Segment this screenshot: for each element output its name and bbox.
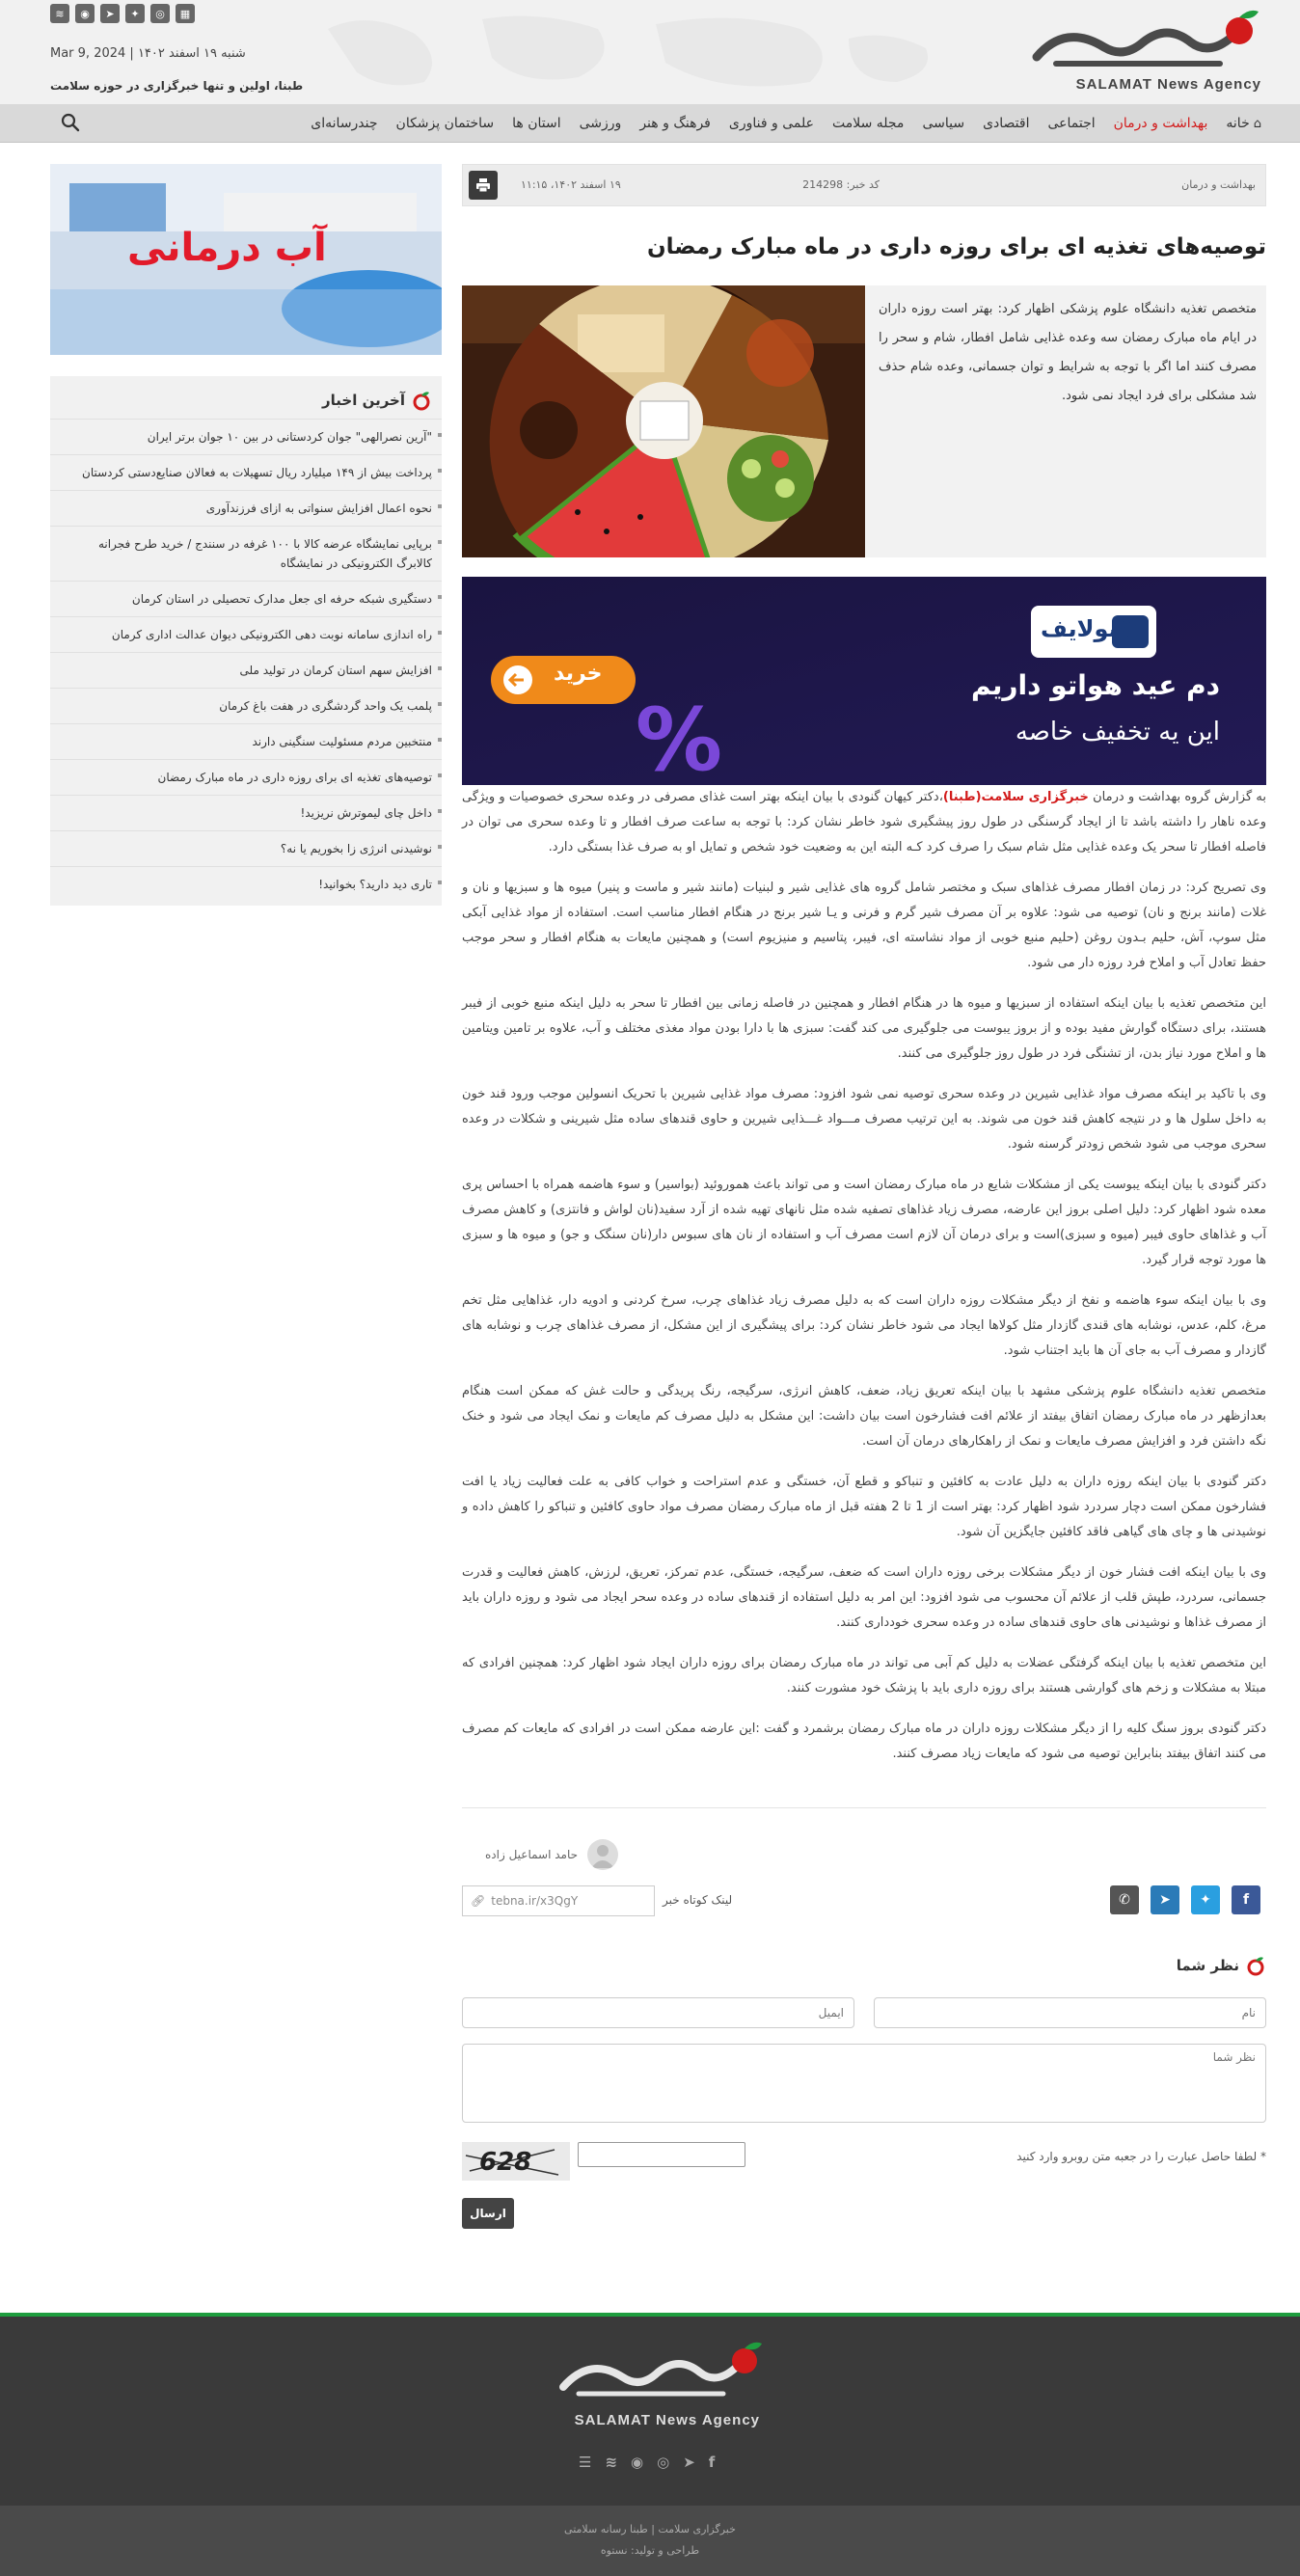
footer-bottom-bar xyxy=(0,2506,1300,2576)
footer-social-icons xyxy=(579,2454,715,2471)
telegram-icon[interactable]: ➤ xyxy=(100,4,120,23)
ad-title: آب درمانی xyxy=(127,226,327,270)
article-column xyxy=(462,164,1266,2229)
nav-item-economy[interactable]: اقتصادی xyxy=(983,116,1030,131)
lead-box xyxy=(462,285,1266,557)
footer-logo-mark xyxy=(554,2334,766,2411)
aparat-icon[interactable]: ◉ xyxy=(75,4,95,23)
banner-line1: دم عید هواتو داریم xyxy=(970,668,1220,701)
comment-textarea[interactable] xyxy=(462,2044,1266,2123)
article-paragraph: این متخصص تغذیه با بیان اینکه گرفتگی عضلات به دلیل کم آبی می تواند در ماه مبارک رمضان برای روزه داران ایجاد شود اظهار کرد: همچنین افرادی که مبتلا به مشکلات و زخم های گوارشی هستند برای روزه داری باید با پزشک خود مشورت کنند. xyxy=(462,1655,1266,1695)
hydrotherapy-ad[interactable] xyxy=(50,164,442,355)
share-icons xyxy=(1110,1885,1260,1914)
twitter-icon[interactable]: ✦ xyxy=(1191,1885,1220,1914)
rss-icon[interactable]: ≋ xyxy=(50,4,69,23)
banner-brand: تکنولایف xyxy=(1041,614,1141,642)
list-item[interactable]: راه اندازی سامانه نوبت دهی الکترونیکی دیوان عدالت اداری کرمان xyxy=(50,616,442,652)
article-paragraph: وی با تاکید بر اینکه مصرف مواد غذایی شیرین در وعده سحری توصیه نمی شود افزود: مصرف مواد غذایی شیرین با تحریک انسولین موجب ورود قند خون به داخل سلول ها و در نتیجه کاهش قند خون می شوند. به این ترتیب مصرف مـــواد غـــذایی شیرین و حاوی قندهای ساده مثل شیرینی و شکلات در وعده سحری موجب می شود شخص زودتر گرسنه شود. xyxy=(462,1086,1266,1152)
comments-heading: نظر شما xyxy=(462,1955,1266,1976)
list-item[interactable]: پلمب یک واحد گردشگری در هفت باغ کرمان xyxy=(50,688,442,723)
captcha-image xyxy=(462,2142,570,2181)
author-name[interactable]: حامد اسماعیل زاده xyxy=(485,1847,579,1861)
nav-item-multimedia[interactable]: چندرسانه‌ای xyxy=(311,116,378,131)
site-logo[interactable] xyxy=(1027,4,1263,96)
article-paragraph: این متخصص تغذیه با بیان اینکه استفاده از سبزیها و میوه ها در هنگام افطار و همچنین در فاصله زمانی بین افطار تا سحر به دلیل اینکه منبع خوبی از فیبر هستند، برای دستگاه گوارش مفید بوده و از بروز یبوست می جلوگیری می کند گفت: سبزی ها با دارا بودن مواد مغذی مختلف و آب، علاوه بر تامین ویتامین ها و املاح مورد نیاز بدن، از تشنگی فرد در طول روز جلوگیری می کنند. xyxy=(462,995,1266,1061)
list-item[interactable]: پرداخت بیش از ۱۴۹ میلیارد ریال تسهیلات به فعالان صنایع‌دستی کردستان xyxy=(50,454,442,490)
latest-news-box xyxy=(50,376,442,906)
article-paragraph: دکتر گنودی با بیان اینکه روزه داران به دلیل عادت به کافئین و تنباکو و قطع آن، خستگی و عدم استراحت و خواب کافی به علت فعالیت زیاد یا افت فشارخون ممکن است دچار سردرد شود اظهار کرد: بهتر است از 1 تا 2 هفته قبل از ماه مبارک رمضان مصرف مواد حاوی کافئین و تنباکو را کاهش داده و نوشیدنی ها و چای های گیاهی فاقد کافئین جایگزین آن شود. xyxy=(462,1474,1266,1539)
article-body xyxy=(462,785,1266,1767)
design-credit[interactable]: طراحی و تولید: نستوه xyxy=(600,2544,700,2557)
user-icon xyxy=(587,1839,618,1870)
article-photo[interactable] xyxy=(462,285,865,557)
sitemap-icon[interactable]: ▦ xyxy=(176,4,195,23)
article-meta-bar xyxy=(462,164,1266,206)
publish-time: ۱۹ اسفند ۱۴۰۲، ۱۱:۱۵ xyxy=(521,178,621,191)
short-link-box[interactable] xyxy=(462,1885,655,1916)
nav-item-doctors-building[interactable]: ساختمان پزشکان xyxy=(395,116,495,131)
name-field[interactable] xyxy=(874,1997,1266,2028)
list-item[interactable]: داخل چای لیموترش نریزید! xyxy=(50,795,442,830)
svg-text:%: % xyxy=(635,689,722,785)
sitemap-icon[interactable]: ☰ xyxy=(579,2454,592,2471)
instagram-icon[interactable]: ◎ xyxy=(657,2454,670,2471)
footer-logo[interactable] xyxy=(554,2334,766,2430)
list-item[interactable]: برپایی نمایشگاه عرضه کالا با ۱۰۰ غرفه در سنندج / خرید طرح فجرانه کالابرگ الکترونیکی در نمایشگاه xyxy=(50,526,442,581)
list-item[interactable]: نحوه اعمال افزایش سنواتی به ازای فرزندآوری xyxy=(50,490,442,526)
article-paragraph: دکتر گنودی با بیان اینکه یبوست یکی از مشکلات شایع در ماه مبارک رمضان است و می تواند باعث هموروئید (بواسیر) و سوء هاضمه همراه با احساس پری معده شود اظهار کرد: دلیل اصلی بروز این عارضه، مصرف زیاد غذاهای تصفیه شده مثل نانهای تهیه شده از آرد سفید(نان لواش و فانتزی) و کاهش مصرف آب و غذاهای حاوی فیبر (میوه و سبزی)است و برای درمان آن لازم است مصرف آب و استفاده از نان های سبوس دار(نان سنگک و جو) و میوه ها و سبزی ها مورد توجه قرار گیرد. xyxy=(462,1177,1266,1267)
short-link-label: لینک کوتاه خبر xyxy=(663,1892,733,1907)
header-slogan: طبنا، اولین و تنها خبرگزاری در حوزه سلامت xyxy=(50,79,304,93)
main-nav xyxy=(0,104,1300,143)
facebook-icon[interactable]: f xyxy=(708,2454,716,2471)
article-paragraph: دکتر گنودی بروز سنگ کلیه را از دیگر مشکلات روزه داران در ماه مبارک رمضان برشمرد و گفت :این عارضه ممکن است در افرادی که مایعات کم مصرف می کنند اتفاق بیفتد بنابراین توصیه می شود که مایعات زیاد مصرف کنند. xyxy=(462,1721,1266,1761)
captcha-text: 628 xyxy=(479,2147,532,2177)
captcha-label: * لطفا حاصل عبارت را در جعبه متن روبرو وارد کنید xyxy=(1016,2149,1266,2163)
list-item[interactable]: "آرین نصرالهی" جوان کردستانی در بین ۱۰ جوان برتر ایران xyxy=(50,419,442,454)
author-avatar xyxy=(587,1839,618,1870)
logo-mark xyxy=(1027,4,1263,81)
footer-logo-english: SALAMAT News Agency xyxy=(574,2412,760,2428)
author-block xyxy=(462,1839,1266,1870)
submit-button[interactable]: ارسال xyxy=(462,2198,514,2229)
whatsapp-icon[interactable]: ✆ xyxy=(1110,1885,1139,1914)
list-item[interactable]: دستگیری شبکه حرفه ای جعل مدارک تحصیلی در استان کرمان xyxy=(50,581,442,616)
search-icon[interactable] xyxy=(60,112,81,133)
aparat-icon[interactable]: ◉ xyxy=(631,2454,644,2471)
world-map-background xyxy=(289,0,964,104)
link-icon: 🔗︎ xyxy=(471,1893,486,1908)
instagram-icon[interactable]: ◎ xyxy=(150,4,170,23)
comment-form xyxy=(462,1997,1266,2229)
article-lead: متخصص تغذیه دانشگاه علوم پزشکی اظهار کرد: بهتر است روزه داران در ایام ماه مبارک رمضان سه وعده غذایی شامل افطار، شام و سحر را مصرف کنند اما اگر با توجه به شرایط و توان جسمانی، وعده شام حذف شد مشکلی برای فرد ایجاد نمی شود. xyxy=(879,301,1257,403)
nav-item-health[interactable]: بهداشت و درمان xyxy=(1113,116,1208,131)
article-paragraph: متخصص تغذیه دانشگاه علوم پزشکی مشهد با بیان اینکه تعریق زیاد، ضعف، کاهش انرژی، سرگیجه، رنگ پریدگی و حالت غش که ممکن است هنگام بعدازظهر در ماه مبارک رمضان اتفاق بیفتد از علائم افت فشارخون است بیان داشت: این مشکل به دلیل مصرف کم مایعات و نمک ایجاد می شود و خنک نگه داشتن فرد و افزایش مصرف مایعات و نمک از راهکارهای درمان آن است. xyxy=(462,1383,1266,1449)
logo-english-text: SALAMAT News Agency xyxy=(1075,76,1261,93)
latest-news-heading: آخرین اخبار xyxy=(50,382,442,419)
tecnolife-banner-ad[interactable] xyxy=(462,577,1266,785)
nav-item-culture[interactable]: فرهنگ و هنر xyxy=(639,116,711,131)
nav-item-social[interactable]: اجتماعی xyxy=(1047,116,1096,131)
printer-icon xyxy=(475,177,491,193)
header-date: شنبه ۱۹ اسفند ۱۴۰۲ | Mar 9, 2024 xyxy=(50,46,246,61)
article-paragraph: وی تصریح کرد: در زمان افطار مصرف غذاهای سبک و مختصر شامل گروه های غذایی شیر و لبنیات (مانند شیر و ماست و پنیر) میوه ها و سبزیها و نان و غلات (مانند برنج و نان) توصیه می شود: علاوه بر آن مصرف شیر گرم و فرنی و یـا شیر برنج در هنگام افطار مناسب است. استفاده از مواد غذایی آبکی مثل سوپ، آش، حلیم بـدون روغن (حلیم منبع خوبی از مواد نشاسته ای، فیبر، پتاسیم و منیزیوم است) و همچنین مایعات به هنگام افطار و سحر موجب حفظ تعادل آب و املاح فرد روزه دار می شود. xyxy=(462,880,1266,970)
print-button[interactable] xyxy=(469,171,498,200)
banner-cta[interactable]: خرید xyxy=(554,661,603,686)
article-paragraph: وی با بیان اینکه افت فشار خون از دیگر مشکلات برخی روزه داران است که ضعف، سرگیجه، خستگی، عدم تمرکز، تعریق، لرزش، کاهش فعالیت و قدرت جسمانی، سردرد، طپش قلب از علائم آن محسوب می شود افزود: این امر به دلیل استفاده از قندهای ساده در وعده سحر ایجاد می شود و روزه داران باید از مصرف غذاها و نوشیدنی های حاوی قندهای ساده در وعده سحری خودداری کنند. xyxy=(462,1564,1266,1630)
nav-item-home[interactable]: ⌂خانه xyxy=(1226,116,1261,131)
telegram-icon[interactable]: ➤ xyxy=(1151,1885,1179,1914)
rss-icon[interactable]: ≋ xyxy=(605,2454,618,2471)
nav-item-provinces[interactable]: استان ها xyxy=(512,116,561,131)
captcha-input[interactable] xyxy=(578,2142,745,2167)
latest-news-list xyxy=(50,419,442,902)
captcha-row xyxy=(462,2142,1266,2181)
nav-item-magazine[interactable]: مجله سلامت xyxy=(831,116,905,131)
email-field[interactable] xyxy=(462,1997,854,2028)
banner-line2: این یه تخفیف خاصه xyxy=(1015,717,1220,746)
copyright-text: خبرگزاری سلامت | طبنا رسانه سلامتی xyxy=(564,2523,736,2535)
short-link-value: tebna.ir/x3QgY xyxy=(491,1893,579,1908)
article-paragraph: وی با بیان اینکه سوء هاضمه و نفخ از دیگر مشکلات روزه داران است که به دلیل مصرف زیاد غذاهای چرب، سرخ کردنی و ادویه دار، غذاهایی مثل تخم مرغ، کلم، عدس، نوشابه های قندی گازدار مثل کولاها ایجاد می شود خاطر نشان کرد: برای پیشگیری از این مشکل، از مصرف غذاهای چرب و نوشابه های گازدار و مصرف آب به جای آن ها باید اجتناب شود. xyxy=(462,1292,1266,1358)
list-item[interactable]: منتخبین مردم مسئولیت سنگینی دارند xyxy=(50,723,442,759)
top-header xyxy=(0,0,1300,104)
apple-logo-icon xyxy=(1245,1955,1266,1976)
source-link[interactable]: خبرگزاری سلامت(طبنا) xyxy=(942,789,1089,804)
article-paragraph: به گزارش گروه بهداشت و درمان خبرگزاری سلامت(طبنا)،دکتر کیهان گنودی با بیان اینکه بهتر است غذای مصرفی در وعده سحری خصوصیات و ویژگی وعده ناهار را داشته باشد تا از ایجاد گرسنگی در طول روز پیشگیری شود خاطر نشان کرد: با توجه به ساعت صرف افطار و تا وعده سحری می توان در فاصله افطار تا سحر یک وعده غذایی مثل شام سبک را صرف کرد کـه البته این به وضعیت خود شخص و تمایل او به صرف غذا بستگی دارد. xyxy=(462,789,1266,854)
list-item[interactable]: افزایش سهم استان کرمان در تولید ملی xyxy=(50,652,442,688)
home-icon: ⌂ xyxy=(1253,117,1261,131)
nav-item-politics[interactable]: سیاسی xyxy=(922,116,965,131)
news-code: کد خبر: 214298 xyxy=(802,178,880,191)
header-social-icons xyxy=(50,4,195,23)
article-title: توصیه‌های تغذیه ای برای روزه داری در ماه مبارک رمضان xyxy=(646,234,1266,259)
share-bar xyxy=(462,1885,1266,1916)
divider xyxy=(462,1807,1266,1808)
nav-item-science[interactable]: علمی و فناوری xyxy=(728,116,814,131)
footer xyxy=(0,2313,1300,2506)
list-item[interactable]: نوشیدنی انرژی زا بخوریم یا نه؟ xyxy=(50,830,442,866)
telegram-icon[interactable]: ➤ xyxy=(683,2454,695,2471)
apple-logo-icon xyxy=(411,390,432,411)
facebook-icon[interactable]: f xyxy=(1232,1885,1260,1914)
twitter-icon[interactable]: ✦ xyxy=(125,4,145,23)
nav-item-sports[interactable]: ورزشی xyxy=(579,116,622,131)
list-item[interactable]: تاری دید دارید؟ بخوانید! xyxy=(50,866,442,902)
breadcrumb[interactable]: بهداشت و درمان xyxy=(1181,178,1256,191)
list-item[interactable]: توصیه‌های تغذیه ای برای روزه داری در ماه مبارک رمضان xyxy=(50,759,442,795)
sidebar xyxy=(50,164,442,906)
